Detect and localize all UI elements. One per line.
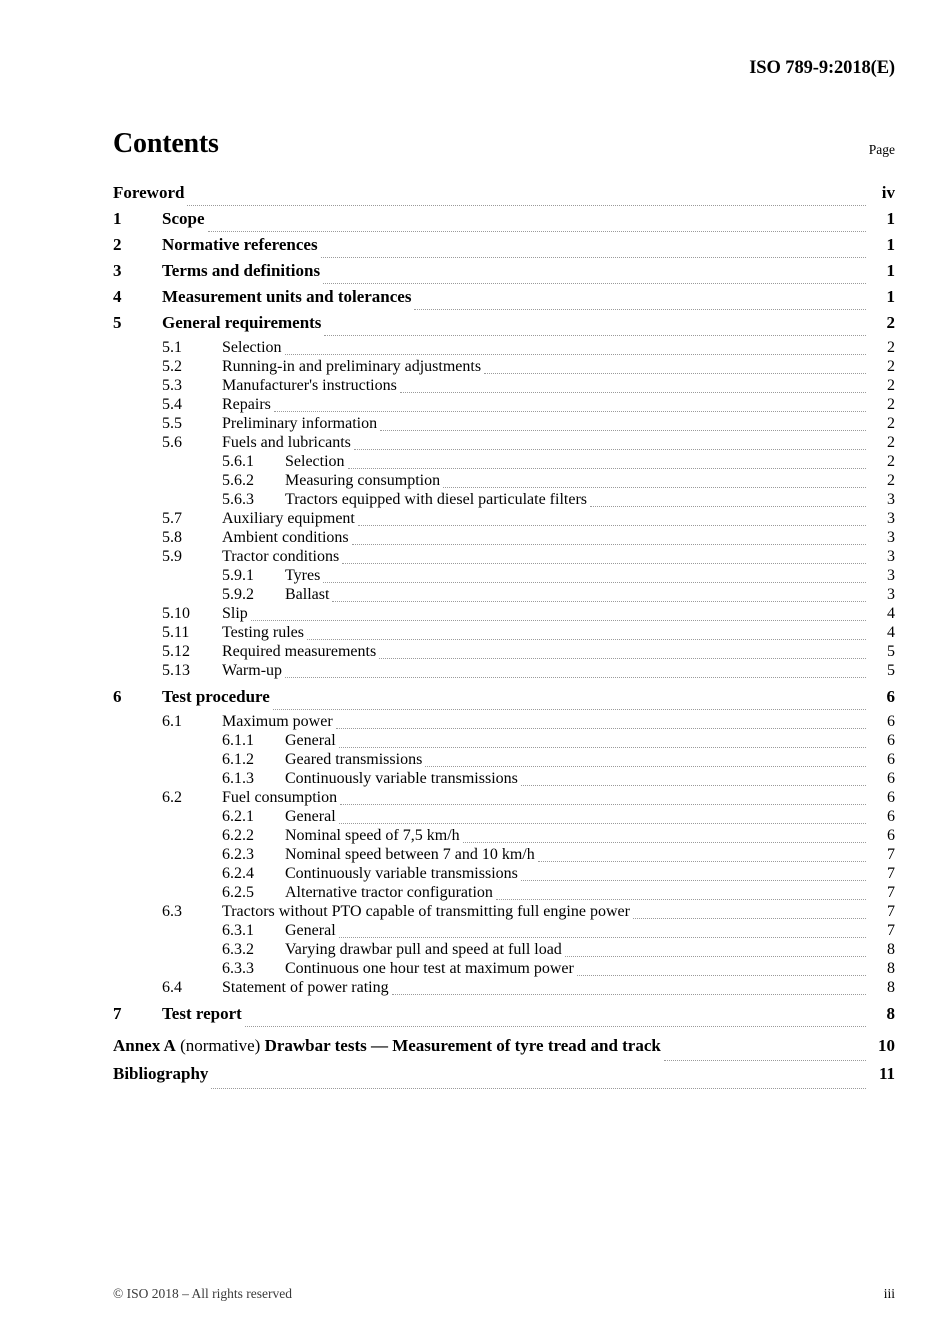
toc-entry-page-number: 3 [887,510,895,527]
document-reference-header: ISO 789-9:2018(E) [749,58,895,78]
toc-entry-number: 5.7 [162,510,182,527]
toc-entry-number: 5.5 [162,415,182,432]
toc-entry-page-number: 3 [887,491,895,508]
page-title: Contents [113,128,219,159]
toc-entry-label: Tractors without PTO capable of transmitting full engine power [222,903,630,920]
toc-entry-number: 5.9 [162,548,182,565]
toc-entry[interactable] [113,662,895,681]
toc-entry-label: Testing rules [222,624,304,641]
dot-leader [380,430,866,431]
toc-entry-label: Foreword [113,183,185,202]
toc-entry-label: Nominal speed between 7 and 10 km/h [285,846,535,863]
dot-leader [274,411,866,412]
toc-entry-number: 6.2.1 [222,808,254,825]
toc-entry[interactable] [113,687,895,713]
toc-entry-label: Continuously variable transmissions [285,770,518,787]
toc-entry-page-number: 4 [887,605,895,622]
toc-entry[interactable] [113,713,895,732]
dot-leader [307,639,866,640]
dot-leader [323,582,866,583]
toc-entry-number: 6.3.2 [222,941,254,958]
toc-entry-label: Running-in and preliminary adjustments [222,358,482,375]
page-column-label: Page [868,142,895,157]
toc-entry-page-number: 5 [887,643,895,660]
toc-entry[interactable] [113,605,895,624]
toc-entry[interactable] [113,472,895,491]
dot-leader [358,525,866,526]
toc-entry-page-number: 7 [887,884,895,901]
toc-entry-page-number: 5 [887,662,895,679]
annex-prefix: Annex A [113,1036,176,1055]
toc-entry-number: 5.11 [162,624,190,641]
dot-leader [664,1060,866,1061]
toc-entry[interactable] [113,1004,895,1030]
dot-leader [336,728,866,729]
dot-leader [354,449,866,450]
toc-entry-number: 6.1.1 [222,732,254,749]
dot-leader [565,956,866,957]
toc-entry-label: Normative references [162,235,318,254]
toc-entry-label [113,1036,663,1056]
dot-leader [521,785,866,786]
toc-entry-page-number: 6 [887,770,895,787]
toc-entry-label: General requirements [162,313,322,332]
toc-entry-number: 5.6 [162,434,182,451]
toc-entry-page-number: 6 [887,827,895,844]
dot-leader [332,601,866,602]
toc-entry-label: General [285,732,336,749]
toc-entry[interactable] [113,261,895,287]
dot-leader [245,1026,866,1027]
toc-entry-number: 6.2 [162,789,182,806]
toc-entry-page-number: 1 [886,261,895,280]
toc-entry-page-number: 2 [887,396,895,413]
contents-heading-row [113,128,895,164]
toc-entry[interactable] [113,567,895,586]
toc-entry[interactable] [113,960,895,979]
toc-entry-number: 1 [113,209,122,228]
dot-leader [590,506,866,507]
toc-entry-page-number: 1 [886,209,895,228]
dot-leader [285,677,866,678]
toc-entry[interactable] [113,209,895,235]
dot-leader [414,309,866,310]
toc-entry-label: Repairs [222,396,271,413]
toc-entry-label: Auxiliary equipment [222,510,355,527]
toc-entry-number: 6.3.3 [222,960,254,977]
toc-entry[interactable] [113,922,895,941]
toc-entry-page-number: 2 [887,377,895,394]
dot-leader [463,842,866,843]
toc-entry-label: Tractor conditions [222,548,340,565]
toc-entry[interactable] [113,548,895,567]
dot-leader [352,544,866,545]
toc-entry-label: Slip [222,605,248,622]
dot-leader [273,709,866,710]
toc-entry-page-number: 6 [887,713,895,730]
toc-entry[interactable] [113,643,895,662]
toc-entry-label: Maximum power [222,713,333,730]
toc-entry-number: 5.9.2 [222,586,254,603]
toc-entry-label: Continuous one hour test at maximum power [285,960,574,977]
toc-entry-label: Scope [162,209,205,228]
toc-entry-page-number: 2 [887,434,895,451]
toc-entry-number: 6.4 [162,979,182,996]
toc-entry-page-number: 11 [878,1064,895,1083]
toc-entry[interactable] [113,586,895,605]
toc-entry-page-number: 7 [887,846,895,863]
toc-entry[interactable] [113,415,895,434]
dot-leader [379,658,866,659]
dot-leader [425,766,866,767]
toc-entry-label: Terms and definitions [162,261,321,280]
toc-entry-page-number: 8 [887,979,895,996]
toc-entry-page-number: 2 [887,339,895,356]
toc-entry-page-number: 3 [887,529,895,546]
toc-entry-label: Measurement units and tolerances [162,287,412,306]
dot-leader [392,994,866,995]
toc-entry-label: Ambient conditions [222,529,349,546]
toc-entry-number: 5.4 [162,396,182,413]
toc-entry-label: Statement of power rating [222,979,389,996]
toc-entry-label: General [285,808,336,825]
toc-entry[interactable] [113,453,895,472]
annex-title: Drawbar tests — Measurement of tyre tread and track [264,1036,661,1055]
dot-leader [340,804,866,805]
toc-entry[interactable] [113,529,895,548]
toc-entry-page-number: 2 [886,313,895,332]
dot-leader [208,231,867,232]
toc-entry-label: Fuel consumption [222,789,338,806]
toc-entry-number: 5 [113,313,122,332]
dot-leader [538,861,866,862]
toc-entry[interactable] [113,396,895,415]
toc-entry[interactable] [113,287,895,313]
toc-entry[interactable] [113,732,895,751]
toc-entry[interactable] [113,510,895,529]
toc-entry-page-number: 7 [887,922,895,939]
toc-entry-number: 5.6.2 [222,472,254,489]
toc-entry-page-number: 1 [886,235,895,254]
dot-leader [577,975,866,976]
toc-entry-label: Selection [285,453,345,470]
annex-normative-marker: (normative) [175,1036,265,1055]
toc-entry-label: Geared transmissions [285,751,423,768]
toc-entry-page-number: 3 [887,586,895,603]
dot-leader [323,283,866,284]
toc-entry-number: 5.8 [162,529,182,546]
toc-entry-page-number: 6 [887,751,895,768]
copyright-notice: © ISO 2018 – All rights reserved [113,1286,292,1301]
toc-entry[interactable] [113,491,895,510]
dot-leader [339,747,866,748]
toc-entry[interactable] [113,339,895,358]
footer-page-number: iii [883,1286,895,1301]
dot-leader [633,918,866,919]
toc-entry-label: Test procedure [162,687,270,706]
toc-entry-label: Test report [162,1004,242,1023]
toc-entry-page-number: 8 [887,941,895,958]
toc-entry[interactable] [113,770,895,789]
toc-entry-number: 6.2.2 [222,827,254,844]
toc-entry[interactable] [113,808,895,827]
dot-leader [339,937,866,938]
toc-entry-label: Preliminary information [222,415,378,432]
toc-entry[interactable] [113,884,895,903]
toc-entry[interactable] [113,434,895,453]
toc-entry-number: 5.10 [162,605,190,622]
toc-entry[interactable] [113,183,895,209]
toc-entry[interactable] [113,1036,895,1064]
toc-entry-label: Measuring consumption [285,472,441,489]
toc-entry-number: 5.3 [162,377,182,394]
toc-entry-page-number: 2 [887,415,895,432]
toc-entry-label: Nominal speed of 7,5 km/h [285,827,460,844]
toc-entry-label: General [285,922,336,939]
toc-entry-label: Continuously variable transmissions [285,865,518,882]
toc-entry-page-number: 3 [887,548,895,565]
toc-entry-label: Bibliography [113,1064,209,1083]
toc-entry-number: 6.1.3 [222,770,254,787]
toc-entry[interactable] [113,1064,895,1092]
dot-leader [400,392,866,393]
dot-leader [324,335,866,336]
toc-entry-page-number: 6 [887,732,895,749]
table-of-contents [113,183,895,1092]
toc-entry-number: 6 [113,687,122,706]
toc-entry-page-number: 8 [887,960,895,977]
dot-leader [211,1088,866,1089]
toc-entry-page-number: 6 [887,789,895,806]
dot-leader [339,823,866,824]
toc-entry-label: Required measurements [222,643,377,660]
toc-entry[interactable] [113,827,895,846]
toc-entry-page-number: iv [881,183,895,202]
toc-entry-label: Manufacturer's instructions [222,377,397,394]
toc-entry-number: 5.2 [162,358,182,375]
toc-entry-page-number: 7 [887,903,895,920]
toc-entry[interactable] [113,358,895,377]
dot-leader [285,354,866,355]
toc-entry-page-number: 2 [887,472,895,489]
toc-entry-number: 6.2.3 [222,846,254,863]
dot-leader [251,620,866,621]
toc-entry-number: 5.6.1 [222,453,254,470]
dot-leader [342,563,866,564]
dot-leader [484,373,866,374]
toc-entry[interactable] [113,941,895,960]
toc-entry-label: Fuels and lubricants [222,434,351,451]
toc-entry-number: 3 [113,261,122,280]
toc-entry-page-number: 1 [886,287,895,306]
toc-entry-number: 4 [113,287,122,306]
toc-entry-number: 5.12 [162,643,190,660]
toc-entry-page-number: 2 [887,453,895,470]
toc-entry[interactable] [113,751,895,770]
toc-entry-number: 7 [113,1004,122,1023]
toc-entry[interactable] [113,789,895,808]
toc-entry-page-number: 4 [887,624,895,641]
toc-entry-label: Warm-up [222,662,283,679]
toc-entry-number: 5.9.1 [222,567,254,584]
toc-entry-label: Selection [222,339,282,356]
toc-entry-label: Varying drawbar pull and speed at full load [285,941,562,958]
toc-entry-page-number: 7 [887,865,895,882]
dot-leader [348,468,866,469]
toc-entry-number: 6.3 [162,903,182,920]
toc-entry[interactable] [113,235,895,261]
toc-entry-label: Tractors equipped with diesel particulate filters [285,491,587,508]
toc-entry[interactable] [113,624,895,643]
toc-entry[interactable] [113,979,895,998]
toc-entry-label: Alternative tractor configuration [285,884,493,901]
toc-entry-page-number: 10 [878,1036,895,1055]
toc-entry[interactable] [113,846,895,865]
toc-entry-page-number: 3 [887,567,895,584]
toc-entry-number: 6.1.2 [222,751,254,768]
toc-entry-number: 5.6.3 [222,491,254,508]
toc-entry-number: 6.3.1 [222,922,254,939]
toc-entry-number: 5.13 [162,662,190,679]
toc-entry-number: 6.1 [162,713,182,730]
toc-entry-number: 5.1 [162,339,182,356]
toc-entry-page-number: 6 [886,687,895,706]
dot-leader [321,257,866,258]
toc-entry[interactable] [113,313,895,339]
dot-leader [187,205,866,206]
toc-entry-number: 6.2.5 [222,884,254,901]
toc-entry-label: Tyres [285,567,321,584]
dot-leader [443,487,866,488]
toc-entry-page-number: 2 [887,358,895,375]
toc-entry-page-number: 6 [887,808,895,825]
toc-entry[interactable] [113,903,895,922]
toc-entry-label: Ballast [285,586,330,603]
toc-entry-number: 6.2.4 [222,865,254,882]
toc-entry[interactable] [113,377,895,396]
toc-entry-number: 2 [113,235,122,254]
dot-leader [496,899,866,900]
dot-leader [521,880,866,881]
toc-entry[interactable] [113,865,895,884]
toc-entry-page-number: 8 [886,1004,895,1023]
